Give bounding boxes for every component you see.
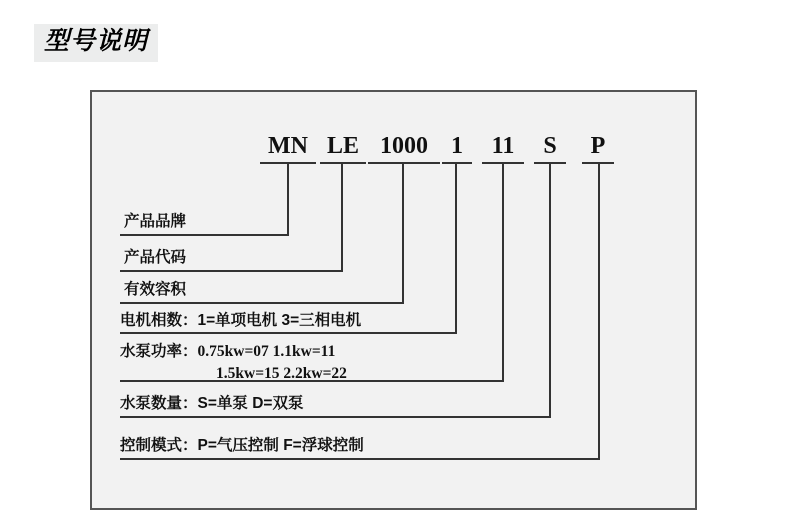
code-token: MN [268, 133, 308, 159]
code-underline [320, 162, 366, 164]
code-token: LE [326, 133, 359, 159]
code-token: P [590, 133, 606, 159]
code-underline [442, 162, 472, 164]
leader-line-vertical [549, 162, 551, 416]
legend-label: 水泵功率：0.75kw=07 1.1kw=11 [120, 343, 336, 360]
legend-label: 产品品牌 [124, 213, 187, 230]
model-code-diagram [92, 92, 699, 512]
legend-label: 电机相数：1=单项电机 3=三相电机 [120, 312, 362, 329]
legend-label: 有效容积 [124, 281, 187, 298]
leader-line-horizontal [120, 458, 600, 460]
leader-line-vertical [402, 162, 404, 302]
leader-line-vertical [502, 162, 504, 380]
code-token: 1 [451, 133, 463, 159]
leader-line-vertical [287, 162, 289, 234]
leader-line-horizontal [120, 416, 551, 418]
legend-label: 产品代码 [124, 249, 187, 266]
code-token: 11 [491, 133, 515, 159]
page-title-text: 型号说明 [44, 27, 149, 55]
code-token: 1000 [380, 133, 428, 159]
leader-line-horizontal [120, 302, 404, 304]
leader-line-vertical [341, 162, 343, 270]
model-code-panel [90, 90, 697, 510]
leader-line-horizontal [120, 234, 289, 236]
legend-label: 水泵数量：S=单泵 D=双泵 [120, 395, 304, 412]
leader-line-vertical [455, 162, 457, 332]
code-underline [368, 162, 440, 164]
legend-label: 1.5kw=15 2.2kw=22 [216, 365, 347, 382]
leader-line-horizontal [120, 270, 343, 272]
code-token: S [543, 133, 557, 159]
page-title [34, 24, 158, 62]
leader-line-vertical [598, 162, 600, 458]
legend-label: 控制模式：P=气压控制 F=浮球控制 [120, 437, 364, 454]
leader-line-horizontal [120, 332, 457, 334]
